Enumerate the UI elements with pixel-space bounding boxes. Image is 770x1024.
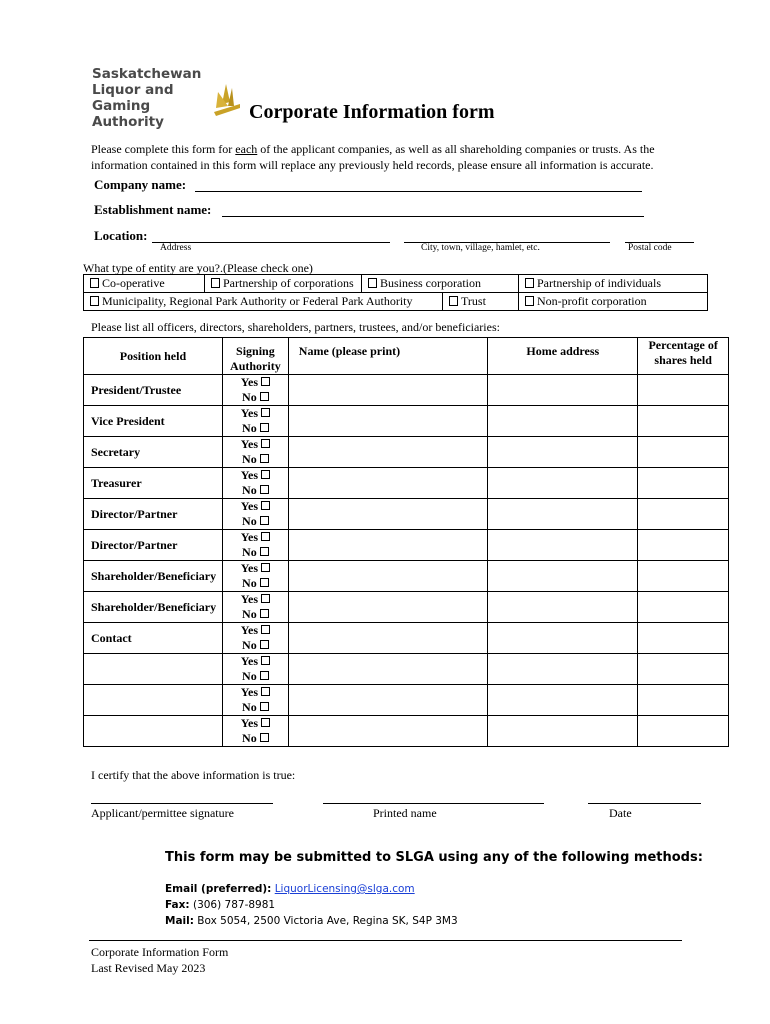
postal-code-field[interactable] [625, 228, 694, 243]
signing-authority-cell: Yes No [222, 716, 288, 747]
signing-authority-cell: Yes No [222, 406, 288, 437]
signing-authority-cell: Yes No [222, 437, 288, 468]
fax-label: Fax: [165, 899, 190, 911]
table-row [84, 406, 729, 437]
signing-authority-cell: Yes No [222, 654, 288, 685]
address-cell[interactable] [488, 592, 638, 623]
checkbox[interactable] [525, 278, 534, 288]
no-checkbox[interactable] [260, 547, 269, 556]
table-row [84, 468, 729, 499]
establishment-name-label: Establishment name: [94, 202, 212, 217]
percentage-cell[interactable] [638, 437, 729, 468]
officers-table [83, 337, 729, 747]
yes-checkbox[interactable] [261, 625, 270, 634]
address-cell[interactable] [488, 685, 638, 716]
establishment-name-field[interactable] [222, 202, 644, 217]
intro-after: of the applicant companies, as well as all shareholding companies or trusts. As the information contained in this form will replace any previously held records, please ensure all information is accurate. [91, 142, 655, 172]
table-row [84, 437, 729, 468]
table-row [84, 716, 729, 747]
percentage-cell[interactable] [638, 654, 729, 685]
position-cell: Secretary [84, 437, 223, 468]
no-checkbox[interactable] [260, 485, 269, 494]
name-cell[interactable] [288, 406, 488, 437]
checkbox[interactable] [90, 296, 99, 306]
email-line [165, 883, 415, 895]
percentage-cell[interactable] [638, 592, 729, 623]
address-cell[interactable] [488, 468, 638, 499]
date-line[interactable] [588, 803, 701, 804]
percentage-cell[interactable] [638, 685, 729, 716]
table-row [84, 592, 729, 623]
address-cell[interactable] [488, 499, 638, 530]
name-cell[interactable] [288, 654, 488, 685]
yes-checkbox[interactable] [261, 594, 270, 603]
name-cell[interactable] [288, 530, 488, 561]
slga-logo-mark-icon [212, 82, 242, 120]
address-field[interactable] [152, 228, 390, 243]
position-cell[interactable] [84, 716, 223, 747]
company-name-field[interactable] [195, 177, 642, 192]
position-cell: Director/Partner [84, 530, 223, 561]
no-checkbox[interactable] [260, 454, 269, 463]
percentage-cell[interactable] [638, 499, 729, 530]
name-cell[interactable] [288, 375, 488, 406]
yes-checkbox[interactable] [261, 439, 270, 448]
address-cell[interactable] [488, 716, 638, 747]
postal-code-hint: Postal code [628, 243, 672, 253]
address-cell[interactable] [488, 406, 638, 437]
signing-authority-cell: Yes No [222, 499, 288, 530]
checkbox[interactable] [525, 296, 534, 306]
percentage-cell[interactable] [638, 623, 729, 654]
location-label: Location: [94, 228, 148, 243]
footer-divider [89, 940, 682, 941]
no-checkbox[interactable] [260, 392, 269, 401]
logo-line: Saskatchewan [92, 66, 202, 82]
logo-line: Liquor and Gaming [92, 82, 174, 114]
signing-authority-cell: Yes No [222, 561, 288, 592]
yes-checkbox[interactable] [261, 501, 270, 510]
no-checkbox[interactable] [260, 578, 269, 587]
signature-line[interactable] [91, 803, 273, 804]
name-cell[interactable] [288, 437, 488, 468]
company-name-label: Company name: [94, 177, 187, 192]
form-title: Corporate Information form [249, 101, 495, 123]
table-row [84, 530, 729, 561]
city-field[interactable] [404, 228, 610, 243]
percentage-cell[interactable] [638, 561, 729, 592]
no-checkbox[interactable] [260, 640, 269, 649]
signature-label: Applicant/permittee signature [91, 806, 234, 820]
address-cell[interactable] [488, 561, 638, 592]
slga-logo-text [92, 66, 232, 130]
mail-address: Box 5054, 2500 Victoria Ave, Regina SK, S4P 3M3 [197, 915, 458, 927]
no-checkbox[interactable] [260, 423, 269, 432]
address-cell[interactable] [488, 654, 638, 685]
yes-checkbox[interactable] [261, 687, 270, 696]
header-position: Position held [84, 338, 223, 375]
table-row [84, 654, 729, 685]
position-cell: Contact [84, 623, 223, 654]
table-row [84, 685, 729, 716]
percentage-cell[interactable] [638, 468, 729, 499]
address-cell[interactable] [488, 375, 638, 406]
header-home-address: Home address [488, 338, 638, 375]
no-checkbox[interactable] [260, 609, 269, 618]
table-row [84, 561, 729, 592]
city-hint: City, town, village, hamlet, etc. [421, 243, 540, 253]
percentage-cell[interactable] [638, 716, 729, 747]
checkbox[interactable] [90, 278, 99, 288]
entity-option[interactable]: Non-profit corporation [519, 293, 708, 311]
footer-form-name: Corporate Information Form [91, 945, 229, 959]
yes-checkbox[interactable] [261, 532, 270, 541]
table-row [84, 375, 729, 406]
percentage-cell[interactable] [638, 406, 729, 437]
intro-paragraph [91, 141, 711, 173]
no-checkbox[interactable] [260, 702, 269, 711]
signing-authority-cell: Yes No [222, 530, 288, 561]
yes-checkbox[interactable] [261, 718, 270, 727]
officers-instruction: Please list all officers, directors, shareholders, partners, trustees, and/or beneficiaries: [91, 320, 500, 334]
table-row [84, 499, 729, 530]
entity-row-2 [84, 293, 519, 311]
name-cell[interactable] [288, 499, 488, 530]
entity-option[interactable]: Municipality, Regional Park Authority or Federal Park Authority [84, 293, 443, 310]
intro-emphasis: each [235, 142, 258, 156]
position-cell[interactable] [84, 654, 223, 685]
date-label: Date [609, 806, 632, 820]
name-cell[interactable] [288, 592, 488, 623]
name-cell[interactable] [288, 561, 488, 592]
email-link[interactable]: LiquorLicensing@slga.com [274, 883, 415, 895]
printed-name-label: Printed name [373, 806, 437, 820]
logo-line: Authority [92, 114, 164, 130]
yes-checkbox[interactable] [261, 408, 270, 417]
yes-checkbox[interactable] [261, 563, 270, 572]
entity-option[interactable]: Partnership of individuals [519, 275, 708, 293]
fax-line [165, 899, 275, 911]
header-signing-authority: Signing Authority [222, 338, 288, 375]
address-cell[interactable] [488, 623, 638, 654]
address-cell[interactable] [488, 437, 638, 468]
table-row [84, 623, 729, 654]
checkbox[interactable] [449, 296, 458, 306]
certify-statement: I certify that the above information is true: [91, 768, 296, 782]
no-checkbox[interactable] [260, 733, 269, 742]
position-cell: Vice President [84, 406, 223, 437]
address-cell[interactable] [488, 530, 638, 561]
position-cell: Director/Partner [84, 499, 223, 530]
fax-number: (306) 787-8981 [192, 899, 276, 911]
position-cell: Treasurer [84, 468, 223, 499]
header-percentage: Percentage of shares held [638, 338, 729, 375]
no-checkbox[interactable] [260, 671, 269, 680]
footer-revised: Last Revised May 2023 [91, 961, 206, 975]
signing-authority-cell: Yes No [222, 623, 288, 654]
position-cell: President/Trustee [84, 375, 223, 406]
name-cell[interactable] [288, 468, 488, 499]
entity-option[interactable]: Partnership of corporations [205, 275, 362, 293]
name-cell[interactable] [288, 623, 488, 654]
name-cell[interactable] [288, 685, 488, 716]
mail-label: Mail: [165, 915, 194, 927]
signing-authority-cell: Yes No [222, 468, 288, 499]
position-cell: Shareholder/Beneficiary [84, 561, 223, 592]
entity-option[interactable]: Business corporation [362, 275, 519, 293]
entity-question: What type of entity are you?.(Please check one) [83, 261, 313, 275]
mail-line [165, 915, 458, 927]
position-cell[interactable] [84, 685, 223, 716]
yes-checkbox[interactable] [261, 377, 270, 386]
printed-name-line[interactable] [323, 803, 544, 804]
checkbox[interactable] [368, 278, 377, 288]
yes-checkbox[interactable] [261, 656, 270, 665]
no-checkbox[interactable] [260, 516, 269, 525]
checkbox[interactable] [211, 278, 220, 288]
header-name: Name (please print) [288, 338, 488, 375]
entity-option[interactable]: Trust [443, 293, 519, 310]
signing-authority-cell: Yes No [222, 685, 288, 716]
intro-before: Please complete this form for [91, 142, 236, 156]
name-cell[interactable] [288, 716, 488, 747]
submit-methods-title: This form may be submitted to SLGA using any of the following methods: [165, 850, 703, 865]
position-cell: Shareholder/Beneficiary [84, 592, 223, 623]
signing-authority-cell: Yes No [222, 375, 288, 406]
address-hint: Address [160, 243, 192, 253]
entity-option[interactable]: Co-operative [84, 275, 205, 293]
percentage-cell[interactable] [638, 530, 729, 561]
signing-authority-cell: Yes No [222, 592, 288, 623]
percentage-cell[interactable] [638, 375, 729, 406]
entity-type-table [83, 274, 708, 311]
email-label: Email (preferred): [165, 883, 272, 895]
yes-checkbox[interactable] [261, 470, 270, 479]
